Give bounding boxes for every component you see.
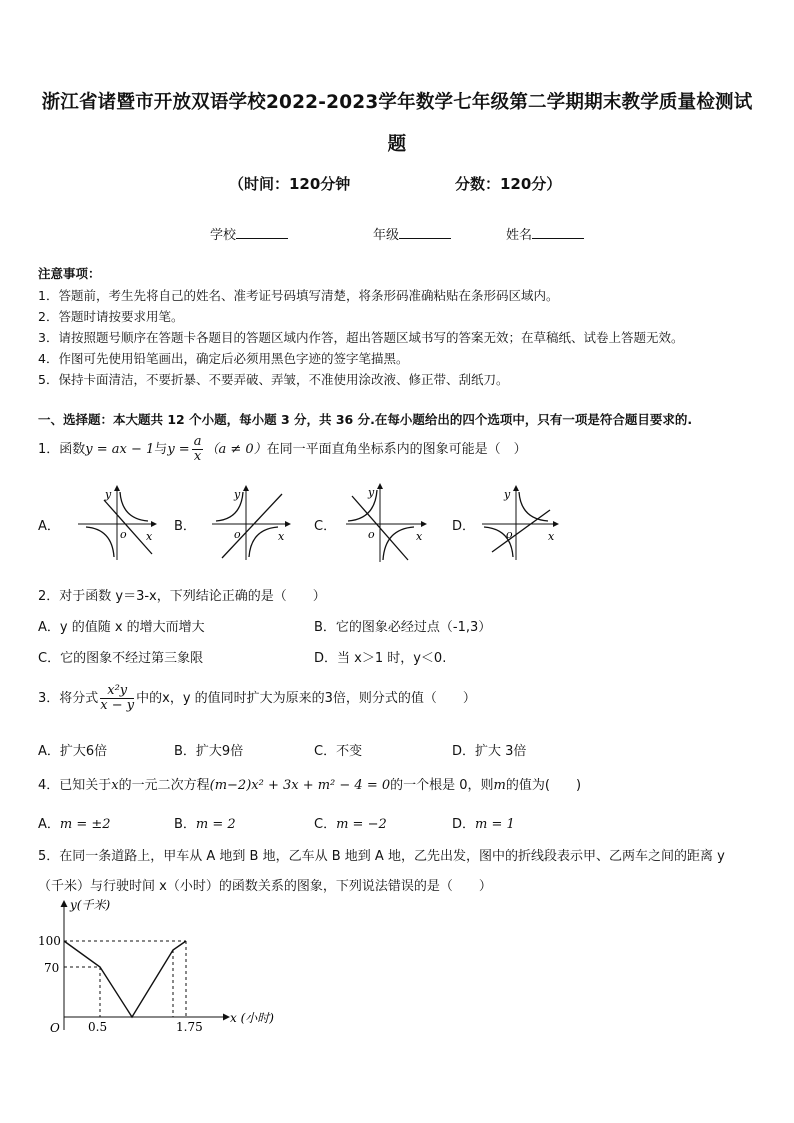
- x-tick-1-75: 1.75: [176, 1020, 203, 1034]
- origin-label: o: [368, 528, 375, 541]
- q1-graph-a: [72, 482, 164, 564]
- distance-polyline: [64, 941, 186, 1017]
- notes-item: 2．答题时请按要求用笔。: [38, 309, 184, 324]
- origin-label: o: [234, 528, 241, 541]
- y-axis-label: y(千米): [70, 898, 111, 912]
- question-3-stem: [38, 678, 476, 720]
- exam-title-line1: 浙江省诸暨市开放双语学校2022-2023学年数学七年级第二学期期末教学质量检测试: [41, 92, 753, 113]
- q4-prefix: 4．已知关于: [38, 778, 112, 793]
- exam-title-line2: 题: [387, 134, 407, 155]
- q1-prefix: 1．函数: [38, 442, 86, 457]
- school-label: 学校: [210, 228, 237, 243]
- q2-option-d: D．当 x＞1 时，y＜0.: [314, 651, 447, 666]
- q1-graph-c: [342, 480, 434, 566]
- q4-end: 的值为( ): [505, 778, 582, 793]
- q3-option-a: A．扩大6倍: [38, 744, 108, 759]
- q4-option-d: D．m = 1: [452, 817, 515, 832]
- axis-y-label: y: [368, 486, 375, 499]
- q1-option-a-label: A．: [38, 519, 60, 534]
- q4-var-x: x: [111, 778, 119, 793]
- grade-label: 年级: [373, 228, 400, 243]
- notes-item: 3．请按照题号顺序在答题卡各题目的答题区域内作答，超出答题区域书写的答案无效；在草稿纸、试卷上答题无效。: [38, 330, 684, 345]
- origin-label: o: [506, 528, 513, 541]
- axis-y-label: y: [105, 488, 112, 501]
- q2-option-b: B．它的图象必经过点（-1,3）: [314, 620, 492, 635]
- q3-prefix: 3．将分式: [38, 691, 99, 706]
- q1-eq1: y = ax − 1: [85, 442, 155, 457]
- axis-x-label: x: [548, 530, 555, 543]
- question-4-stem: [38, 774, 581, 793]
- x-axis-label: x (小时): [230, 1011, 274, 1025]
- q4-suffix: 的一个根是 0，则: [390, 778, 494, 793]
- origin-label: o: [120, 528, 127, 541]
- q1-eq2: y =: [167, 442, 190, 457]
- q1-option-c-label: C．: [314, 519, 337, 534]
- q4-equation: (m−2)x² + 3x + m² − 4 = 0: [209, 778, 391, 793]
- axis-x-label: x: [278, 530, 285, 543]
- notes-item: 4．作图可先使用铅笔画出，确定后必须用黑色字迹的签字笔描黑。: [38, 351, 409, 366]
- notes-item: 5．保持卡面清洁，不要折暴、不要弄破、弄皱，不准使用涂改液、修正带、刮纸刀。: [38, 372, 509, 387]
- q5-distance-time-graph: [34, 895, 304, 1045]
- q2-option-a: A．y 的值随 x 的增大而增大: [38, 620, 205, 635]
- q1-fraction: $\frac{a}{x}$: [193, 434, 202, 464]
- axis-y-label: y: [234, 488, 241, 501]
- q1-graph-d: [478, 482, 570, 564]
- axis-x-label: x: [416, 530, 423, 543]
- axis-x-label: x: [146, 530, 153, 543]
- origin-label: O: [50, 1021, 60, 1035]
- question-2-stem: 2．对于函数 y＝3-x，下列结论正确的是（ ）: [38, 589, 326, 604]
- school-field: [210, 224, 288, 243]
- q2-option-c: C．它的图象不经过第三象限: [38, 651, 204, 666]
- section1-heading: 一、选择题：本大题共 12 个小题，每小题 3 分，共 36 分.在每小题给出的四个选项中，只有一项是符合题目要求的.: [38, 412, 693, 427]
- exam-score: 分数：120分）: [455, 175, 562, 193]
- y-tick-70: 70: [44, 961, 60, 975]
- question-5-line1: 5．在同一条道路上，甲车从 A 地到 B 地，乙车从 B 地到 A 地，乙先出发，图中的折线段表示甲、乙两车之间的距离 y: [38, 849, 725, 864]
- name-field: [506, 224, 584, 243]
- q1-mid: 与: [154, 442, 168, 457]
- q3-option-b: B．扩大9倍: [174, 744, 244, 759]
- question-1-stem: [38, 433, 527, 467]
- q4-var-m: m: [493, 778, 506, 793]
- q3-fraction: $\frac{\text{x²y}}{x - y}$: [100, 683, 135, 713]
- exam-time: （时间：120分钟: [229, 175, 351, 193]
- q3-option-c: C．不变: [314, 744, 363, 759]
- q4-option-c: C．m = −2: [314, 817, 387, 832]
- q3-option-d: D．扩大 3倍: [452, 744, 527, 759]
- name-label: 姓名: [506, 228, 533, 243]
- axis-y-label: y: [504, 488, 511, 501]
- q4-option-a: A．m = ±2: [38, 817, 111, 832]
- q4-option-b: B．m = 2: [174, 817, 236, 832]
- q1-condition: （a ≠ 0）: [205, 442, 267, 457]
- y-tick-100: 100: [38, 934, 61, 948]
- x-tick-0-5: 0.5: [88, 1020, 108, 1034]
- notes-item: 1．答题前，考生先将自己的姓名、准考证号码填写清楚，将条形码准确粘贴在条形码区域内。: [38, 288, 559, 303]
- q1-option-b-label: B．: [174, 519, 196, 534]
- grade-blank: [399, 226, 451, 239]
- school-blank: [236, 226, 288, 239]
- grade-field: [373, 224, 451, 243]
- notes-heading: 注意事项：: [38, 266, 101, 281]
- q1-graph-b: [206, 482, 298, 564]
- q1-option-d-label: D．: [452, 519, 476, 534]
- question-5-line2: （千米）与行驶时间 x（小时）的函数关系的图象，下列说法错误的是（ ）: [38, 879, 492, 894]
- q3-suffix: 中的x，y 的值同时扩大为原来的3倍，则分式的值（ ）: [136, 691, 476, 706]
- name-blank: [532, 226, 584, 239]
- q1-suffix: 在同一平面直角坐标系内的图象可能是（ ）: [266, 442, 527, 457]
- q4-mid: 的一元二次方程: [118, 778, 210, 793]
